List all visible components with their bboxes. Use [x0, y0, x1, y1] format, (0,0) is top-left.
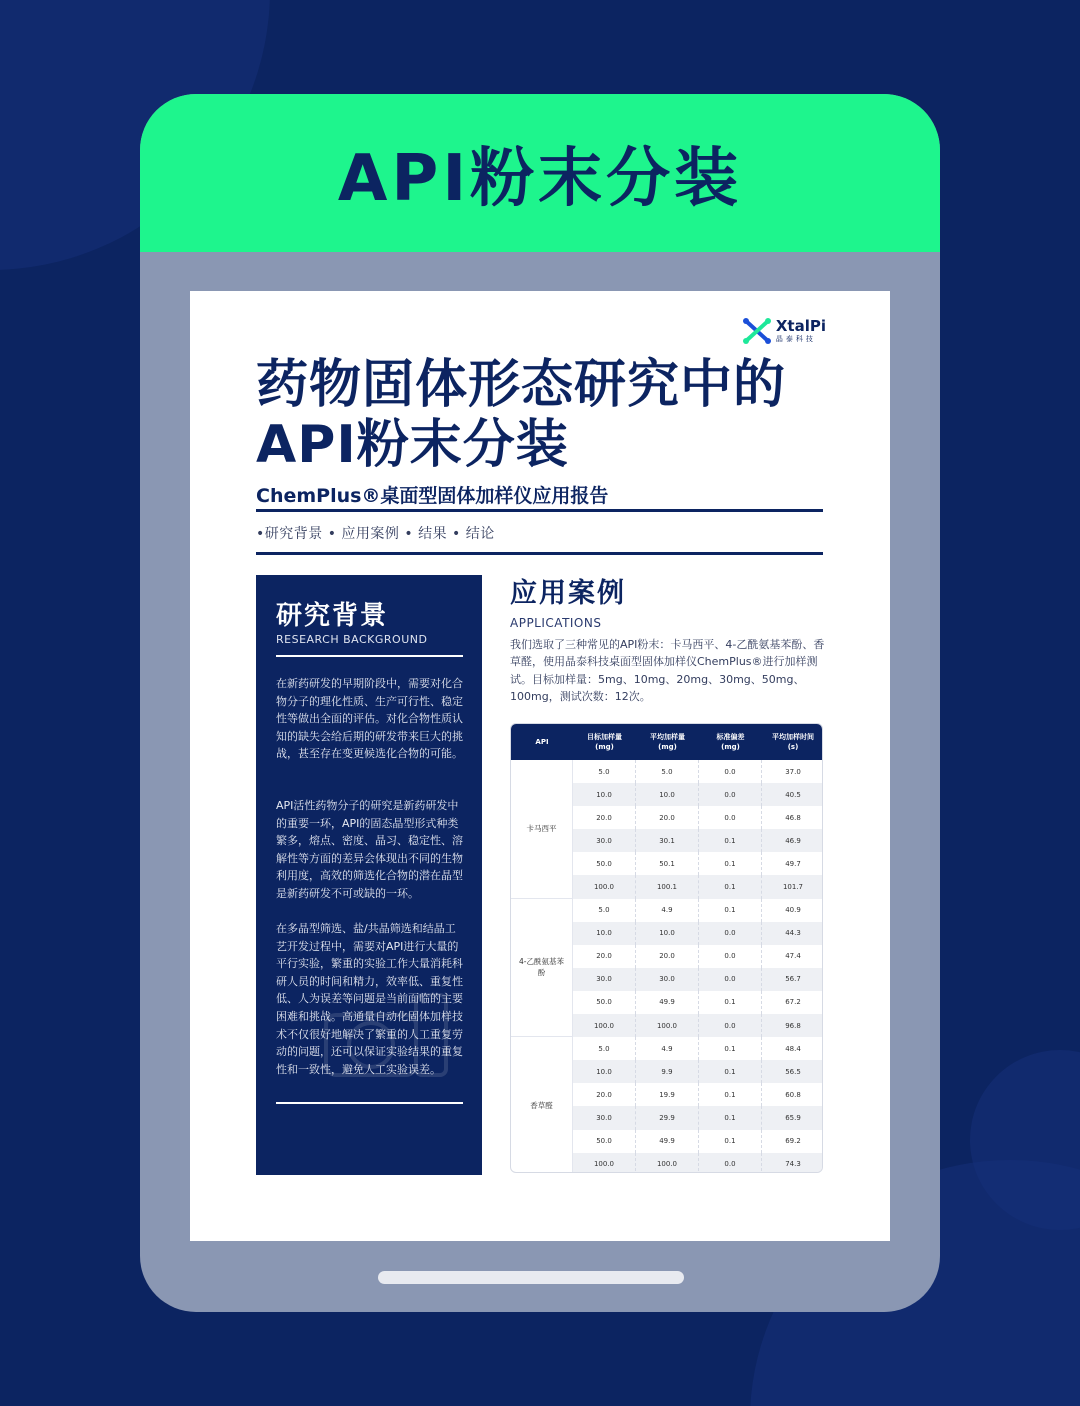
table-cell: 65.9 [785, 1113, 801, 1122]
table-cell: 0.0 [699, 806, 762, 829]
table-cell: 20.0 [636, 806, 699, 829]
table-cell: 0.1 [699, 829, 762, 852]
table-row [573, 760, 823, 783]
table-cell: 10.0 [636, 783, 699, 806]
table-row [573, 1037, 823, 1060]
table-header-cell: 平均加样量 (mg) [650, 733, 685, 751]
table-cell: 46.9 [785, 836, 801, 845]
table-row [573, 945, 823, 968]
table-row [573, 783, 823, 806]
table-cell: 100.0 [636, 1014, 699, 1037]
left-panel-divider-top [276, 655, 463, 657]
logo-sub: 晶泰科技 [775, 335, 816, 343]
document-title-line2: API粉末分装 [256, 415, 569, 475]
table-cell: 37.0 [785, 767, 801, 776]
table-cell: 0.1 [699, 875, 762, 898]
table-row [573, 875, 823, 898]
table-row [573, 899, 823, 922]
document-subtitle: ChemPlus®桌面型固体加样仪应用报告 [256, 485, 609, 507]
table-cell: 67.2 [785, 998, 801, 1007]
divider-top [256, 509, 823, 512]
section-nav: •研究背景 • 应用案例 • 结果 • 结论 [256, 526, 495, 542]
table-row [573, 1153, 823, 1173]
table-cell: 40.9 [785, 906, 801, 915]
left-panel-divider-bottom [276, 1102, 463, 1104]
left-panel-title: 研究背景 [276, 601, 389, 631]
table-cell: 20.0 [573, 1083, 636, 1106]
table-cell: 0.1 [699, 991, 762, 1014]
table-cell: 49.9 [636, 991, 699, 1014]
document-title [256, 355, 786, 475]
table-cell: 30.0 [573, 829, 636, 852]
results-table [510, 723, 823, 1173]
table-api-name: 香草醛 [511, 1037, 573, 1173]
table-cell: 20.0 [573, 945, 636, 968]
table-cell: 30.0 [636, 968, 699, 991]
table-header-cell: 平均加样时间 (s) [772, 733, 814, 751]
table-cell: 56.5 [785, 1067, 801, 1076]
left-paragraph-3: 在多晶型筛选、盐/共晶筛选和结晶工艺开发过程中，需要对API进行大量的平行实验，繁重的实验工作大量消耗科研人员的时间和精力，效率低、重复性低、人为误差等问题是当前面临的主要困难和挑战。高通量自动化固体加样技术不仅很好地解决了繁重的人工重复劳动的问题，还可以保证实验结果的重复性和一致性，避免人工实验误差。 [276, 922, 463, 1076]
table-cell: 0.0 [699, 760, 762, 783]
table-cell: 0.1 [699, 1083, 762, 1106]
table-cell: 0.0 [699, 783, 762, 806]
applications-subtitle: APPLICATIONS [510, 616, 602, 630]
table-cell: 44.3 [785, 929, 801, 938]
applications-title: 应用案例 [510, 578, 626, 609]
table-row [573, 1083, 823, 1106]
table-cell: 5.0 [636, 760, 699, 783]
table-cell: 48.4 [785, 1044, 801, 1053]
table-cell: 100.1 [636, 875, 699, 898]
xtalpi-logo-icon [742, 317, 772, 345]
table-cell: 4.9 [636, 899, 699, 922]
table-header-cell: 标准偏差 (mg) [716, 733, 745, 751]
table-cell: 0.1 [699, 1106, 762, 1129]
table-cell: 9.9 [636, 1060, 699, 1083]
table-cell: 100.0 [573, 1153, 636, 1173]
table-cell: 56.7 [785, 975, 801, 984]
table-cell: 0.1 [699, 899, 762, 922]
table-cell: 5.0 [573, 899, 636, 922]
document-title-line1: 药物固体形态研究中的 [256, 355, 787, 415]
table-row [573, 829, 823, 852]
table-row [573, 852, 823, 875]
table-cell: 29.9 [636, 1106, 699, 1129]
table-cell: 0.0 [699, 1014, 762, 1037]
table-cell: 30.0 [573, 1106, 636, 1129]
table-cell: 49.9 [636, 1130, 699, 1153]
divider-bottom [256, 552, 823, 555]
table-row [573, 1014, 823, 1037]
table-cell: 50.0 [573, 852, 636, 875]
table-cell: 49.7 [785, 859, 801, 868]
applications-text: 我们选取了三种常见的API粉末：卡马西平、4-乙酰氨基苯酚、香草醛，使用晶泰科技桌面型固体加样仪ChemPlus®进行加样测试。目标加样量：5mg、10mg、20mg、30mg、50mg、100mg，测试次数：12次。 [510, 638, 825, 704]
table-api-name: 卡马西平 [511, 760, 573, 899]
table-cell: 100.0 [636, 1153, 699, 1173]
table-cell: 10.0 [573, 922, 636, 945]
table-cell: 96.8 [785, 1021, 801, 1030]
table-body [511, 760, 822, 1173]
table-cell: 5.0 [573, 760, 636, 783]
table-cell: 47.4 [785, 952, 801, 961]
document-page [190, 291, 890, 1241]
table-cell: 0.1 [699, 852, 762, 875]
xtalpi-logo [742, 317, 826, 345]
table-row-group [573, 760, 823, 899]
left-paragraph-1: 在新药研发的早期阶段中，需要对化合物分子的理化性质、生产可行性、稳定性等做出全面的评估。对化合物性质认知的缺失会给后期的研发带来巨大的挑战，甚至存在变更候选化合物的可能。 [276, 677, 463, 761]
table-cell: 5.0 [573, 1037, 636, 1060]
table-cell: 50.1 [636, 852, 699, 875]
table-row [573, 806, 823, 829]
tablet-header [140, 94, 940, 252]
table-cell: 30.0 [573, 968, 636, 991]
table-row [573, 922, 823, 945]
table-header-cell: API [535, 738, 549, 746]
table-row-group [573, 899, 823, 1038]
table-cell: 74.3 [785, 1160, 801, 1169]
table-row-group [573, 1037, 823, 1173]
table-cell: 0.0 [699, 1153, 762, 1173]
table-cell: 0.0 [699, 968, 762, 991]
table-row [573, 991, 823, 1014]
table-row [573, 1130, 823, 1153]
table-cell: 100.0 [573, 1014, 636, 1037]
table-row [573, 968, 823, 991]
table-cell: 0.0 [699, 945, 762, 968]
table-cell: 50.0 [573, 1130, 636, 1153]
table-row [573, 1060, 823, 1083]
left-paragraph-2: API活性药物分子的研究是新药研发中的重要一环，API的固态晶型形式种类繁多，熔点、密度、晶习、稳定性、溶解性等方面的差异会体现出不同的生物利用度，高效的筛选化合物的潜在晶型是新药研发不可或缺的一环。 [276, 799, 463, 900]
table-cell: 20.0 [636, 945, 699, 968]
home-bar[interactable] [378, 1271, 684, 1284]
table-cell: 40.5 [785, 790, 801, 799]
research-background-panel [256, 575, 482, 1175]
table-cell: 46.8 [785, 813, 801, 822]
logo-name: XtalPi [775, 317, 826, 335]
table-cell: 0.1 [699, 1060, 762, 1083]
applications-section [510, 571, 824, 706]
table-cell: 19.9 [636, 1083, 699, 1106]
header-title: API粉末分装 [337, 142, 743, 216]
table-cell: 10.0 [573, 1060, 636, 1083]
table-cell: 0.1 [699, 1037, 762, 1060]
table-cell: 4.9 [636, 1037, 699, 1060]
table-header [511, 724, 822, 760]
table-header-cell: 目标加样量 (mg) [587, 733, 622, 751]
table-cell: 20.0 [573, 806, 636, 829]
table-cell: 10.0 [573, 783, 636, 806]
table-cell: 60.8 [785, 1090, 801, 1099]
table-api-name: 4-乙酰氨基苯酚 [511, 899, 573, 1038]
table-cell: 50.0 [573, 991, 636, 1014]
table-cell: 100.0 [573, 875, 636, 898]
table-cell: 30.1 [636, 829, 699, 852]
table-cell: 101.7 [782, 883, 804, 892]
left-panel-subtitle: RESEARCH BACKGROUND [276, 633, 428, 646]
table-row [573, 1106, 823, 1129]
table-cell: 0.0 [699, 922, 762, 945]
table-cell: 10.0 [636, 922, 699, 945]
table-cell: 69.2 [785, 1137, 801, 1146]
table-cell: 0.1 [699, 1130, 762, 1153]
